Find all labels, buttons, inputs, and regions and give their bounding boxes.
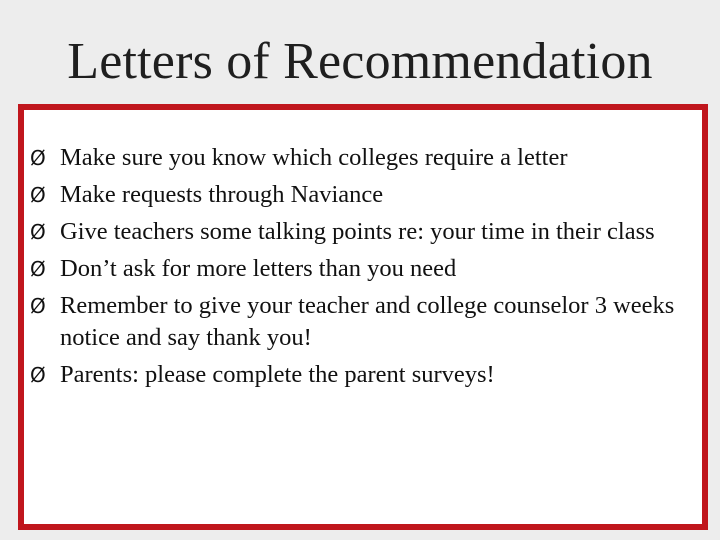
arrow-bullet-icon: Ø — [30, 294, 46, 318]
bullet-item — [24, 359, 702, 391]
bullet-text: Make requests through Naviance — [60, 181, 384, 208]
bullet-item — [24, 290, 702, 354]
bullet-text: Remember to give your teacher and college counselor 3 weeks notice and say thank you! — [60, 292, 675, 351]
arrow-bullet-icon: Ø — [30, 220, 46, 244]
bullet-text: Parents: please complete the parent surveys! — [60, 361, 495, 388]
content-box — [18, 104, 708, 530]
bullet-item — [24, 253, 702, 285]
bullet-text: Don’t ask for more letters than you need — [60, 255, 457, 282]
arrow-bullet-icon: Ø — [30, 363, 46, 387]
bullet-item — [24, 142, 702, 174]
bullet-item — [24, 216, 702, 248]
bullet-text: Make sure you know which colleges require a letter — [60, 144, 568, 171]
slide-title: Letters of Recommendation — [67, 33, 653, 90]
bullet-list — [24, 142, 702, 391]
bullet-item — [24, 179, 702, 211]
arrow-bullet-icon: Ø — [30, 183, 46, 207]
bullet-text: Give teachers some talking points re: your time in their class — [60, 218, 655, 245]
arrow-bullet-icon: Ø — [30, 257, 46, 281]
arrow-bullet-icon: Ø — [30, 146, 46, 170]
